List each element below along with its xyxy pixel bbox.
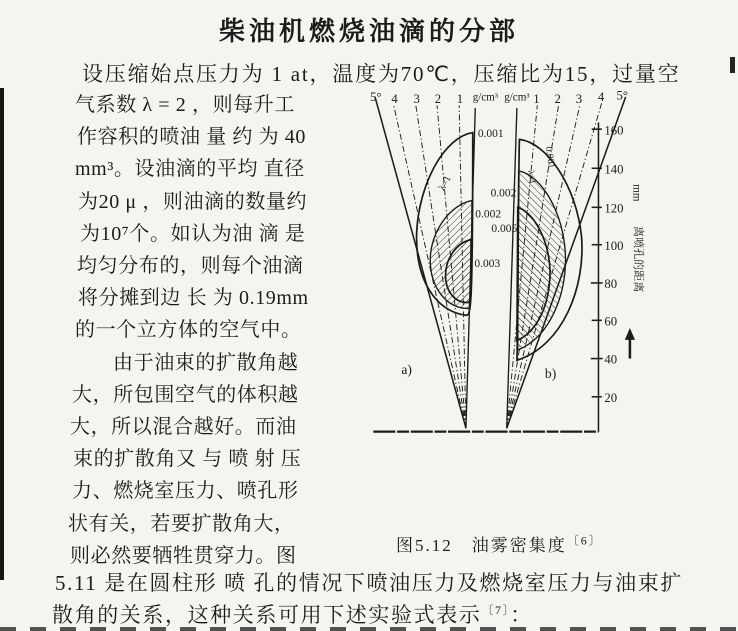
body-line: 作容积的喷油 量 约 为 40 xyxy=(77,126,306,148)
ray-label: 3 xyxy=(575,91,583,106)
contour-value-labels xyxy=(474,128,517,270)
body-line: 力、燃烧室压力、喷孔形 xyxy=(72,480,299,502)
scan-edge-mark xyxy=(730,57,735,73)
distance-axis xyxy=(591,122,646,431)
bottom-line-2 xyxy=(52,599,533,629)
body-line: 由于油束的扩散角越 xyxy=(113,352,299,374)
body-line: 气系数 λ = 2 ，则每升工 xyxy=(75,94,295,116)
ray-label: 2 xyxy=(434,91,442,106)
contour-label: 0.002 xyxy=(490,187,517,200)
contour-label: 0.002 xyxy=(475,208,502,221)
ray-label: 5° xyxy=(616,88,628,103)
body-line: mm³。设油滴的平均 直径 xyxy=(75,158,305,180)
figure-caption xyxy=(396,531,603,556)
rotated-density-label: 0.001 xyxy=(542,145,557,170)
body-line: 的一个立方体的空气中。 xyxy=(75,319,302,341)
contour-label: 0.001 xyxy=(477,127,504,140)
lambda-label-a: λ=1 xyxy=(436,174,454,193)
axis-tick-label: 100 xyxy=(604,238,624,253)
bottom-line-1: 5.11 是在圆柱形 喷 孔的情况下喷油压力及燃烧室压力与油束扩 xyxy=(55,571,683,595)
bottom-line-2-colon: ： xyxy=(510,603,533,627)
panel-a-label: a) xyxy=(401,361,412,377)
contour-label: 0.005 xyxy=(491,222,518,235)
axis-tick-label: 60 xyxy=(604,314,618,329)
axis-direction-arrow xyxy=(625,328,635,359)
axis-tick-label: 20 xyxy=(604,390,618,405)
ray-label: 3 xyxy=(413,91,420,106)
body-line: 为20 μ ，则油滴的数量约 xyxy=(78,191,308,213)
body-line: 均匀分布的，则每个油滴 xyxy=(77,255,304,277)
ray-labels xyxy=(370,88,628,105)
body-line: 为10⁷个。如认为油 滴 是 xyxy=(80,223,306,245)
body-line: 则必然要牺牲贯穿力。图 xyxy=(70,545,297,567)
panel-b-label: b) xyxy=(544,366,557,382)
unit-label: g/cm³ xyxy=(472,91,499,104)
body-line: 状有关，若要扩散角大， xyxy=(68,513,295,535)
figure-caption-ref: 〔6〕 xyxy=(566,533,603,548)
body-line: 将分摊到边 长 为 0.19mm xyxy=(78,287,309,309)
lambda-label-b: λ=1 xyxy=(525,169,539,185)
axis-title: 离喷孔的距离 xyxy=(632,226,644,293)
scan-edge-strip xyxy=(0,88,4,580)
axis-tick-label: 140 xyxy=(604,162,624,177)
body-line: 大，所包围空气的体积越 xyxy=(72,384,299,406)
body-line: 大，所以混合越好。而油 xyxy=(70,416,297,438)
axis-unit-label: mm xyxy=(630,184,643,202)
page-title: 柴油机燃烧油滴的分部 xyxy=(218,17,519,46)
ray-label: 5° xyxy=(370,90,382,105)
bottom-line-2-text: 散角的关系，这种关系可用下述实验式表示 xyxy=(52,603,482,627)
ray-label: 1 xyxy=(533,91,540,106)
bottom-line-2-ref: 〔7〕 xyxy=(481,603,511,617)
figure-spray-density xyxy=(340,85,738,565)
unit-label: g/cm³ xyxy=(504,91,530,104)
axis-tick-label: 120 xyxy=(604,201,624,216)
ray-label: 4 xyxy=(391,91,398,106)
body-line: 束的扩散角又 与 喷 射 压 xyxy=(73,448,302,470)
spray-a-contours xyxy=(417,133,473,316)
ray-label: 2 xyxy=(554,91,561,106)
contour-label: 0.003 xyxy=(474,257,501,270)
figure-caption-text: 图5.12 油雾密集度 xyxy=(396,536,567,555)
ray-label: 1 xyxy=(456,91,464,106)
axis-tick-label: 40 xyxy=(604,352,618,367)
intro-line: 设压缩始点压力为 1 at，温度为70℃，压缩比为15，过量空 xyxy=(82,62,681,86)
axis-tick-label: 160 xyxy=(604,123,624,138)
axis-tick-label: 80 xyxy=(604,277,618,292)
ray-label: 4 xyxy=(597,90,605,105)
